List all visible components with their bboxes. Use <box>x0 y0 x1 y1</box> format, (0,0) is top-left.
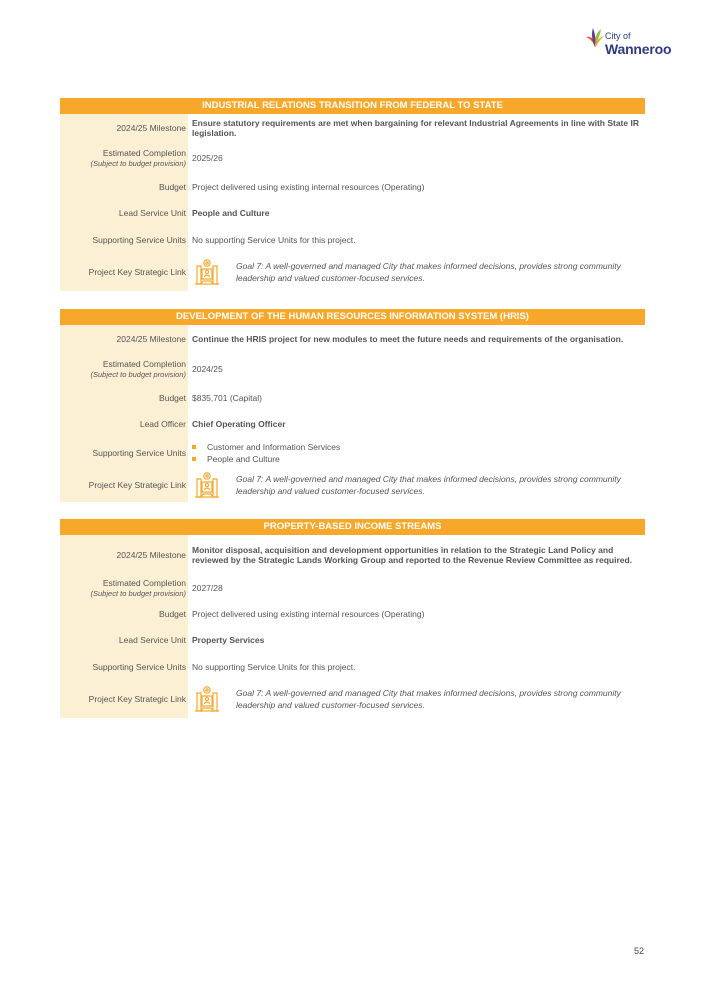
budget-value: Project delivered using existing internal resources (Operating) <box>192 608 425 619</box>
strategic-goal-text: Goal 7: A well-governed and managed City that makes informed decisions, provides strong community leadership and valued customer-focused services. <box>236 473 621 496</box>
project-title: DEVELOPMENT OF THE HUMAN RESOURCES INFORMATION SYSTEM (HRIS) <box>60 309 645 325</box>
key-strategic-link-value <box>188 252 645 291</box>
governance-goal-icon <box>192 257 222 287</box>
key-strategic-link-value <box>188 467 645 502</box>
estimated-completion-label <box>60 574 188 601</box>
project-block-ir-transition <box>60 98 645 291</box>
supporting-units-list <box>192 441 643 465</box>
budget-provision-note: (Subject to budget provision) <box>90 369 186 379</box>
project-block-hris <box>60 309 645 502</box>
lead-officer-value: Chief Operating Officer <box>192 419 286 429</box>
page-number: 52 <box>634 946 645 956</box>
budget-value: Project delivered using existing internal resources (Operating) <box>192 181 425 192</box>
estimated-completion-text: Estimated Completion <box>102 577 186 588</box>
budget-label: Budget <box>60 174 188 199</box>
project-details-table <box>60 535 645 718</box>
budget-label: Budget <box>60 601 188 626</box>
strategic-goal-text: Goal 7: A well-governed and managed City that makes informed decisions, provides strong community leadership and valued customer-focused services. <box>236 687 621 710</box>
key-strategic-link-label: Project Key Strategic Link <box>60 252 188 291</box>
milestone-label: 2024/25 Milestone <box>60 535 188 574</box>
estimated-completion-label <box>60 141 188 174</box>
budget-provision-note: (Subject to budget provision) <box>90 588 186 598</box>
list-item <box>192 441 643 453</box>
estimated-completion-label <box>60 352 188 385</box>
city-of-wanneroo-logo <box>585 27 677 67</box>
governance-goal-icon <box>192 684 222 714</box>
key-strategic-link-label: Project Key Strategic Link <box>60 679 188 718</box>
key-strategic-link-label: Project Key Strategic Link <box>60 467 188 502</box>
estimated-completion-value: 2025/26 <box>192 152 223 163</box>
logo-wanneroo-text: Wanneroo <box>605 41 672 57</box>
milestone-label: 2024/25 Milestone <box>60 325 188 352</box>
supporting-service-units-value: No supporting Service Units for this project. <box>192 234 356 245</box>
project-details-table <box>60 114 645 291</box>
bullet-square-icon <box>192 457 196 461</box>
key-strategic-link-value <box>188 679 645 718</box>
budget-value: $835,701 (Capital) <box>192 392 262 403</box>
budget-label: Budget <box>60 385 188 410</box>
lead-service-unit-label: Lead Service Unit <box>60 199 188 227</box>
project-details-table <box>60 325 645 502</box>
strategic-goal-text: Goal 7: A well-governed and managed City that makes informed decisions, provides strong community leadership and valued customer-focused services. <box>236 260 621 283</box>
milestone-value: Ensure statutory requirements are met when bargaining for relevant Industrial Agreements in line with State IR legislation. <box>192 117 639 138</box>
supporting-unit-text: Customer and Information Services <box>207 441 341 452</box>
supporting-service-units-label: Supporting Service Units <box>60 227 188 252</box>
lead-officer-label: Lead Officer <box>60 410 188 438</box>
lead-service-unit-label: Lead Service Unit <box>60 626 188 654</box>
project-title: INDUSTRIAL RELATIONS TRANSITION FROM FEDERAL TO STATE <box>60 98 645 114</box>
lead-service-unit-value: People and Culture <box>192 208 270 218</box>
estimated-completion-text: Estimated Completion <box>102 358 186 369</box>
logo-city-of-text: City of <box>605 31 631 41</box>
supporting-unit-text: People and Culture <box>207 453 280 464</box>
milestone-label: 2024/25 Milestone <box>60 114 188 141</box>
milestone-value: Continue the HRIS project for new modules to meet the future needs and requirements of the organisation. <box>192 333 624 344</box>
supporting-service-units-label: Supporting Service Units <box>60 654 188 679</box>
estimated-completion-text: Estimated Completion <box>102 147 186 158</box>
estimated-completion-value: 2024/25 <box>192 363 223 374</box>
project-title: PROPERTY-BASED INCOME STREAMS <box>60 519 645 535</box>
budget-provision-note: (Subject to budget provision) <box>90 158 186 168</box>
wanneroo-leaf-icon <box>585 27 605 49</box>
lead-service-unit-value: Property Services <box>192 635 265 645</box>
project-block-property-income <box>60 519 645 718</box>
milestone-value: Monitor disposal, acquisition and development opportunities in relation to the Strategic Land Policy and reviewed by the Strategic Lands Working Group and reported to the Revenue Review Committee as required. <box>192 544 633 565</box>
supporting-service-units-value: No supporting Service Units for this project. <box>192 661 356 672</box>
supporting-service-units-label: Supporting Service Units <box>60 438 188 467</box>
supporting-service-units-value <box>188 438 645 467</box>
estimated-completion-value: 2027/28 <box>192 582 223 593</box>
bullet-square-icon <box>192 445 196 449</box>
governance-goal-icon <box>192 470 222 500</box>
list-item <box>192 453 643 465</box>
